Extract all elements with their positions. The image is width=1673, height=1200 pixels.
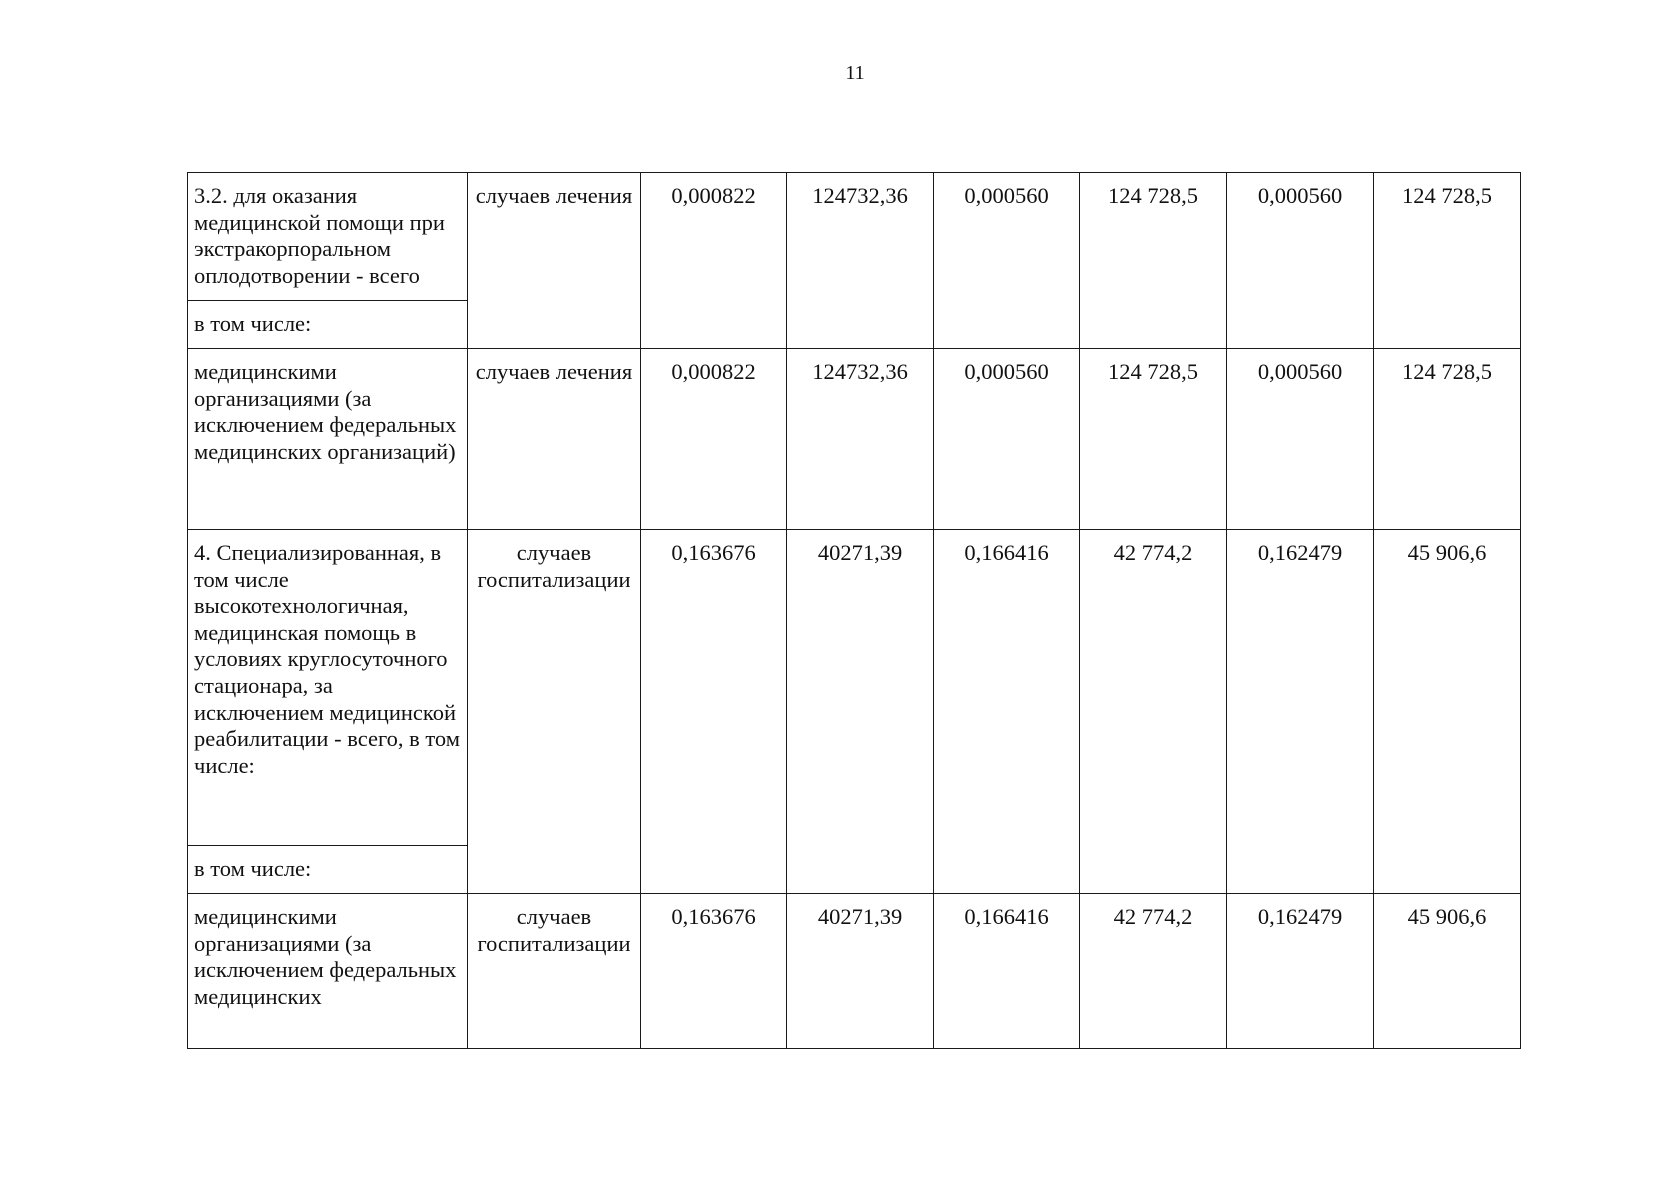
- unit-cell: случаев госпитализации: [468, 530, 641, 894]
- page-number: 11: [845, 62, 865, 84]
- data-table: [187, 172, 1521, 1049]
- value-cell: 0,000560: [1227, 173, 1374, 349]
- table-row: [188, 173, 1521, 301]
- value-cell: 124732,36: [787, 173, 934, 349]
- subhead-label: в том числе:: [188, 301, 468, 349]
- row-label: 4. Специализированная, в том числе высокотехнологичная, медицинская помощь в условиях круглосуточного стационара, за исключением медицинской реабилитации - всего, в том числе:: [188, 530, 468, 846]
- value-cell: 40271,39: [787, 530, 934, 894]
- value-cell: 40271,39: [787, 894, 934, 1049]
- value-cell: 124732,36: [787, 349, 934, 530]
- value-cell: 124 728,5: [1374, 173, 1521, 349]
- unit-cell: случаев госпитализации: [468, 894, 641, 1049]
- table-row: [188, 894, 1521, 1049]
- subhead-label: в том числе:: [188, 846, 468, 894]
- value-cell: 0,000560: [1227, 349, 1374, 530]
- value-cell: 42 774,2: [1080, 530, 1227, 894]
- value-cell: 0,166416: [934, 530, 1080, 894]
- table-row: [188, 530, 1521, 846]
- row-label: 3.2. для оказания медицинской помощи при экстракорпоральном оплодотворении - всего: [188, 173, 468, 301]
- value-cell: 45 906,6: [1374, 894, 1521, 1049]
- value-cell: 0,163676: [641, 894, 787, 1049]
- value-cell: 0,162479: [1227, 894, 1374, 1049]
- value-cell: 0,163676: [641, 530, 787, 894]
- row-label: медицинскими организациями (за исключением федеральных медицинских организаций): [188, 349, 468, 530]
- value-cell: 0,000822: [641, 173, 787, 349]
- value-cell: 45 906,6: [1374, 530, 1521, 894]
- unit-cell: случаев лечения: [468, 173, 641, 349]
- value-cell: 0,000560: [934, 173, 1080, 349]
- row-label: медицинскими организациями (за исключением федеральных медицинских: [188, 894, 468, 1049]
- value-cell: 0,162479: [1227, 530, 1374, 894]
- table-row: [188, 349, 1521, 530]
- value-cell: 124 728,5: [1080, 173, 1227, 349]
- value-cell: 0,000822: [641, 349, 787, 530]
- value-cell: 124 728,5: [1374, 349, 1521, 530]
- value-cell: 0,000560: [934, 349, 1080, 530]
- value-cell: 0,166416: [934, 894, 1080, 1049]
- value-cell: 42 774,2: [1080, 894, 1227, 1049]
- value-cell: 124 728,5: [1080, 349, 1227, 530]
- unit-cell: случаев лечения: [468, 349, 641, 530]
